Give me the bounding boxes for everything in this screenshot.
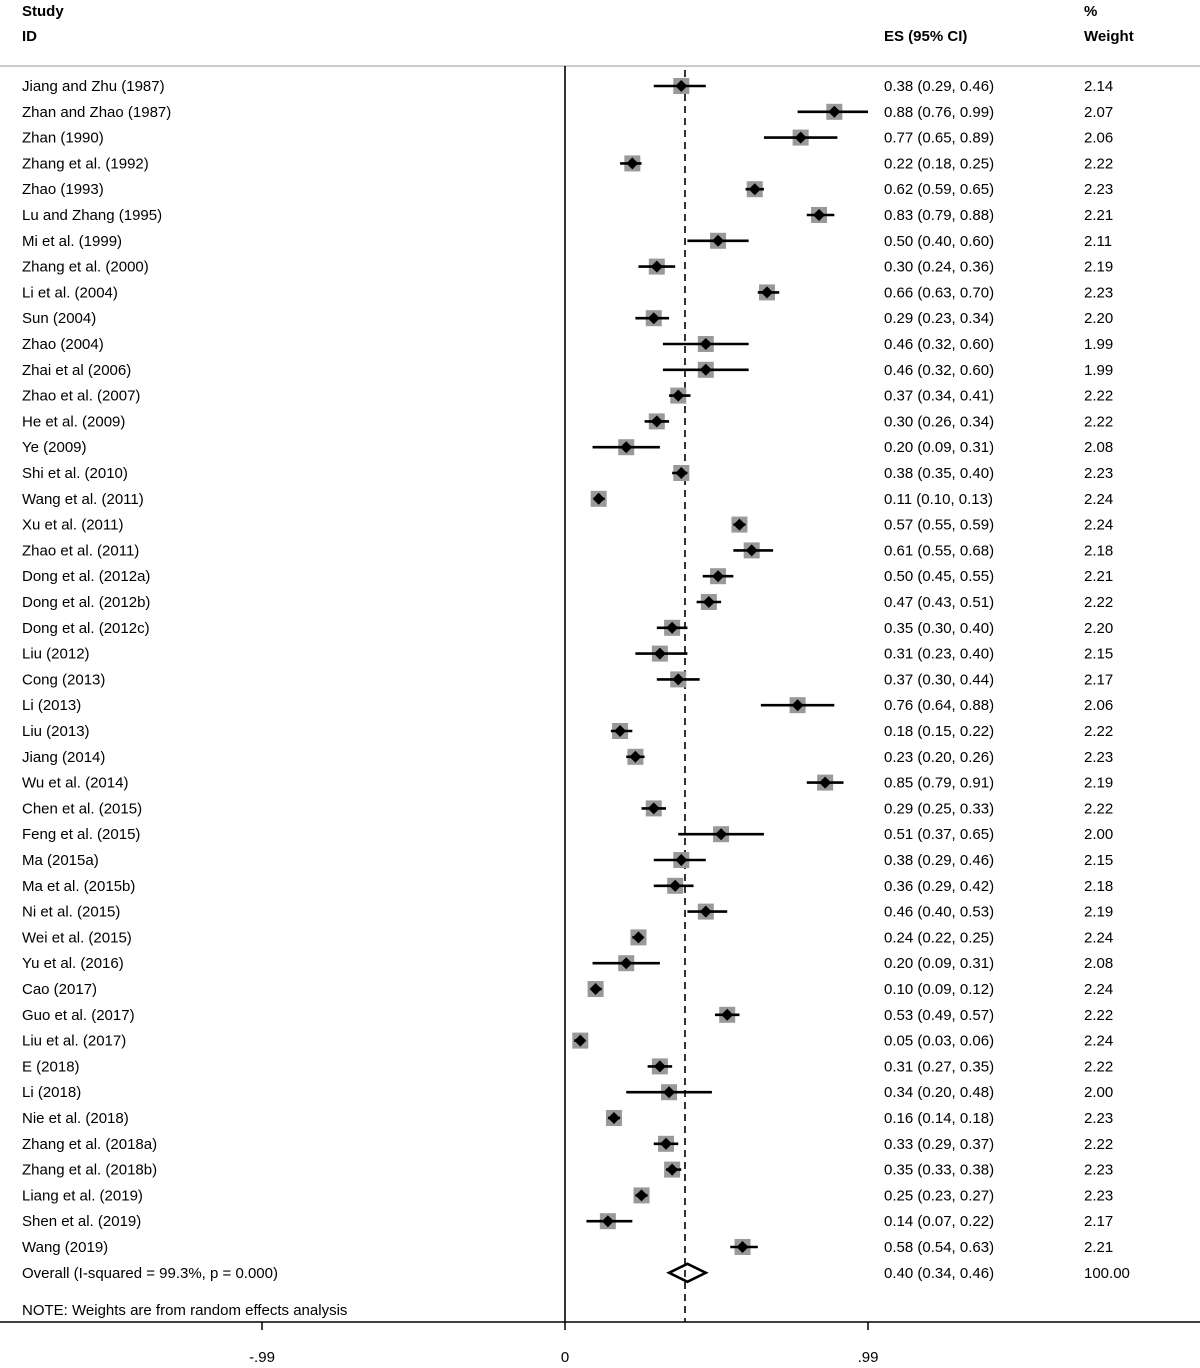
es-ci-value: 0.20 (0.09, 0.31) [884,439,995,457]
study-row [22,362,1113,379]
weight-value: 2.19 [1084,774,1114,792]
es-ci-value: 0.24 (0.22, 0.25) [884,929,995,947]
weight-value: 2.24 [1084,1032,1114,1050]
es-ci-value: 0.16 (0.14, 0.18) [884,1110,995,1127]
study-label: Dong et al. (2012c) [22,619,150,637]
es-ci-value: 0.76 (0.64, 0.88) [884,697,995,715]
study-row [22,671,1113,688]
study-row [22,878,1113,895]
weight-value: 2.22 [1084,723,1114,740]
es-ci-value: 0.29 (0.25, 0.33) [884,800,995,818]
es-ci-value: 0.10 (0.09, 0.12) [884,981,995,998]
study-row [22,1084,1113,1101]
study-label: E (2018) [22,1058,80,1076]
study-row [22,1110,1113,1127]
study-row [22,646,1113,663]
study-label: Liang et al. (2019) [22,1187,143,1205]
study-row [22,284,1113,301]
study-label: Ma et al. (2015b) [22,877,136,895]
weight-value: 2.22 [1084,387,1114,405]
weight-value: 2.08 [1084,955,1114,973]
weight-value: 2.17 [1084,1213,1114,1231]
study-label: Zhai et al (2006) [22,361,132,379]
study-label: Lu and Zhang (1995) [22,207,163,224]
study-label: Guo et al. (2017) [22,1006,135,1024]
es-ci-value: 0.22 (0.18, 0.25) [884,155,995,173]
study-label: Ye (2009) [22,439,87,457]
study-rows [22,78,1113,1256]
es-ci-value: 0.30 (0.26, 0.34) [884,413,995,431]
x-axis [249,1322,878,1366]
es-ci-value: 0.46 (0.40, 0.53) [884,903,995,921]
study-row [22,465,1113,482]
overall-row [22,1264,1130,1282]
study-row [22,568,1113,585]
es-ci-value: 0.50 (0.40, 0.60) [884,232,995,250]
header-id: ID [22,28,37,45]
weight-value: 2.19 [1084,903,1114,921]
es-ci-value: 0.50 (0.45, 0.55) [884,568,995,586]
weight-value: 2.23 [1084,1161,1114,1179]
es-ci-value: 0.30 (0.24, 0.36) [884,258,995,276]
study-label: He et al. (2009) [22,413,126,431]
study-row [22,1058,1113,1075]
weight-value: 2.21 [1084,568,1114,586]
study-row [22,1162,1113,1179]
overall-es-ci: 0.40 (0.34, 0.46) [884,1264,995,1282]
es-ci-value: 0.66 (0.63, 0.70) [884,284,995,302]
weight-value: 2.21 [1084,207,1114,224]
es-ci-value: 0.77 (0.65, 0.89) [884,129,995,147]
study-row [22,233,1112,250]
header-weight: Weight [1084,28,1134,45]
study-label: Zhang et al. (1992) [22,155,149,173]
weight-value: 2.14 [1084,78,1114,95]
study-label: Li (2018) [22,1084,82,1102]
weight-value: 2.24 [1084,929,1114,947]
study-label: Zhao et al. (2011) [22,542,140,560]
weights-note: NOTE: Weights are from random effects analysis [22,1302,348,1319]
study-label: Zhang et al. (2018a) [22,1135,158,1153]
overall-diamond [669,1264,706,1282]
es-ci-value: 0.11 (0.10, 0.13) [884,490,993,508]
weight-value: 2.18 [1084,877,1114,895]
weight-value: 2.15 [1084,645,1114,663]
study-label: Xu et al. (2011) [22,516,124,534]
es-ci-value: 0.31 (0.27, 0.35) [884,1058,995,1076]
study-row [22,413,1113,430]
study-label: Shen et al. (2019) [22,1213,142,1231]
study-label: Jiang and Zhu (1987) [22,78,165,95]
axis-tick-label: .99 [857,1349,879,1366]
es-ci-value: 0.38 (0.29, 0.46) [884,78,995,95]
weight-value: 2.18 [1084,542,1114,560]
weight-value: 2.22 [1084,1006,1114,1024]
es-ci-value: 0.37 (0.34, 0.41) [884,387,995,405]
study-row [22,104,1113,121]
study-label: Chen et al. (2015) [22,800,143,818]
weight-value: 1.99 [1084,361,1114,379]
study-label: Zhan and Zhao (1987) [22,103,172,121]
header-percent: % [1084,3,1098,20]
weight-value: 2.20 [1084,619,1114,637]
weight-value: 2.24 [1084,490,1114,508]
weight-value: 2.24 [1084,516,1114,534]
study-label: Cong (2013) [22,671,106,689]
study-label: Liu (2013) [22,723,90,740]
es-ci-value: 0.88 (0.76, 0.99) [884,103,995,121]
study-row [22,620,1113,637]
column-headers [22,3,1134,45]
weight-value: 2.24 [1084,981,1114,998]
weight-value: 2.22 [1084,1058,1114,1076]
overall-label: Overall (I-squared = 99.3%, p = 0.000) [22,1264,278,1282]
study-label: Ma (2015a) [22,852,99,869]
study-row [22,904,1113,921]
study-row [22,775,1113,792]
study-row [22,800,1113,817]
weight-value: 2.22 [1084,155,1114,173]
weight-value: 2.23 [1084,748,1114,766]
es-ci-value: 0.35 (0.33, 0.38) [884,1161,995,1179]
es-ci-value: 0.31 (0.23, 0.40) [884,645,995,663]
study-row [22,1213,1113,1230]
study-row [22,439,1113,456]
study-row [22,852,1113,869]
weight-value: 2.19 [1084,258,1114,276]
es-ci-value: 0.46 (0.32, 0.60) [884,361,995,379]
study-row [22,336,1113,353]
study-row [22,181,1113,198]
weight-value: 2.23 [1084,284,1114,302]
es-ci-value: 0.33 (0.29, 0.37) [884,1135,995,1153]
es-ci-value: 0.53 (0.49, 0.57) [884,1006,995,1024]
weight-value: 2.00 [1084,1084,1114,1102]
study-label: Mi et al. (1999) [22,232,123,250]
weight-value: 2.15 [1084,852,1114,869]
study-label: Zhang et al. (2018b) [22,1161,158,1179]
weight-value: 2.23 [1084,1187,1114,1205]
study-row [22,697,1113,714]
es-ci-value: 0.14 (0.07, 0.22) [884,1213,995,1231]
weight-value: 2.21 [1084,1239,1114,1256]
overall-weight: 100.00 [1084,1264,1130,1282]
es-ci-value: 0.37 (0.30, 0.44) [884,671,995,689]
study-label: Sun (2004) [22,310,97,328]
es-ci-value: 0.57 (0.55, 0.59) [884,516,995,534]
study-label: Shi et al. (2010) [22,465,128,482]
study-label: Liu et al. (2017) [22,1032,127,1050]
study-label: Liu (2012) [22,645,90,663]
es-ci-value: 0.29 (0.23, 0.34) [884,310,995,328]
study-row [22,517,1113,534]
study-label: Dong et al. (2012b) [22,594,151,611]
study-label: Wang et al. (2011) [22,490,144,508]
es-ci-value: 0.62 (0.59, 0.65) [884,181,995,199]
es-ci-value: 0.35 (0.30, 0.40) [884,619,995,637]
study-label: Wei et al. (2015) [22,929,132,947]
study-row [22,594,1113,611]
es-ci-value: 0.38 (0.35, 0.40) [884,465,995,482]
study-row [22,542,1113,559]
weight-value: 2.23 [1084,1110,1114,1127]
study-label: Li et al. (2004) [22,284,118,302]
header-es-ci: ES (95% CI) [884,28,968,45]
study-row [22,207,1113,224]
study-label: Li (2013) [22,697,82,715]
study-row [22,826,1113,843]
study-row [22,1033,1113,1050]
study-row [22,1187,1113,1204]
study-label: Wu et al. (2014) [22,774,129,792]
weight-value: 2.06 [1084,697,1114,715]
weight-value: 2.22 [1084,413,1114,431]
study-row [22,130,1113,147]
study-label: Yu et al. (2016) [22,955,124,973]
es-ci-value: 0.05 (0.03, 0.06) [884,1032,995,1050]
es-ci-value: 0.23 (0.20, 0.26) [884,748,995,766]
es-ci-value: 0.47 (0.43, 0.51) [884,594,995,611]
study-label: Dong et al. (2012a) [22,568,151,586]
study-label: Zhao (2004) [22,336,104,353]
study-label: Jiang (2014) [22,748,106,766]
weight-value: 2.22 [1084,1135,1114,1153]
es-ci-value: 0.51 (0.37, 0.65) [884,826,995,844]
weight-value: 2.11 [1084,232,1113,250]
es-ci-value: 0.18 (0.15, 0.22) [884,723,995,740]
weight-value: 2.22 [1084,594,1114,611]
study-label: Ni et al. (2015) [22,903,121,921]
study-label: Wang (2019) [22,1239,109,1256]
study-row [22,155,1113,172]
es-ci-value: 0.58 (0.54, 0.63) [884,1239,995,1256]
study-label: Zhao et al. (2007) [22,387,141,405]
es-ci-value: 0.38 (0.29, 0.46) [884,852,995,869]
study-row [22,723,1113,740]
es-ci-value: 0.36 (0.29, 0.42) [884,877,995,895]
study-row [22,1239,1113,1256]
study-row [22,955,1113,972]
weight-value: 2.07 [1084,103,1114,121]
study-row [22,78,1113,95]
weight-value: 2.22 [1084,800,1114,818]
es-ci-value: 0.34 (0.20, 0.48) [884,1084,995,1102]
weight-value: 1.99 [1084,336,1114,353]
study-label: Zhang et al. (2000) [22,258,149,276]
es-ci-value: 0.25 (0.23, 0.27) [884,1187,995,1205]
axis-tick-label: 0 [560,1349,570,1366]
weight-value: 2.00 [1084,826,1114,844]
weight-value: 2.23 [1084,465,1114,482]
weight-value: 2.08 [1084,439,1114,457]
study-label: Zhao (1993) [22,181,104,199]
es-ci-value: 0.20 (0.09, 0.31) [884,955,995,973]
header-study: Study [22,3,64,20]
study-label: Feng et al. (2015) [22,826,141,844]
study-row [22,491,1113,508]
study-label: Zhan (1990) [22,129,104,147]
study-row [22,1136,1113,1153]
weight-value: 2.23 [1084,181,1114,199]
weight-value: 2.20 [1084,310,1114,328]
weight-value: 2.17 [1084,671,1114,689]
es-ci-value: 0.61 (0.55, 0.68) [884,542,995,560]
study-row [22,1007,1113,1024]
study-row [22,981,1113,998]
study-label: Nie et al. (2018) [22,1110,129,1127]
es-ci-value: 0.85 (0.79, 0.91) [884,774,995,792]
study-row [22,259,1113,276]
weight-value: 2.06 [1084,129,1114,147]
es-ci-value: 0.83 (0.79, 0.88) [884,207,995,224]
study-row [22,929,1113,946]
study-row [22,749,1113,766]
es-ci-value: 0.46 (0.32, 0.60) [884,336,995,353]
axis-tick-label: -.99 [249,1349,275,1366]
study-row [22,310,1113,327]
study-label: Cao (2017) [22,981,98,998]
study-row [22,388,1113,405]
